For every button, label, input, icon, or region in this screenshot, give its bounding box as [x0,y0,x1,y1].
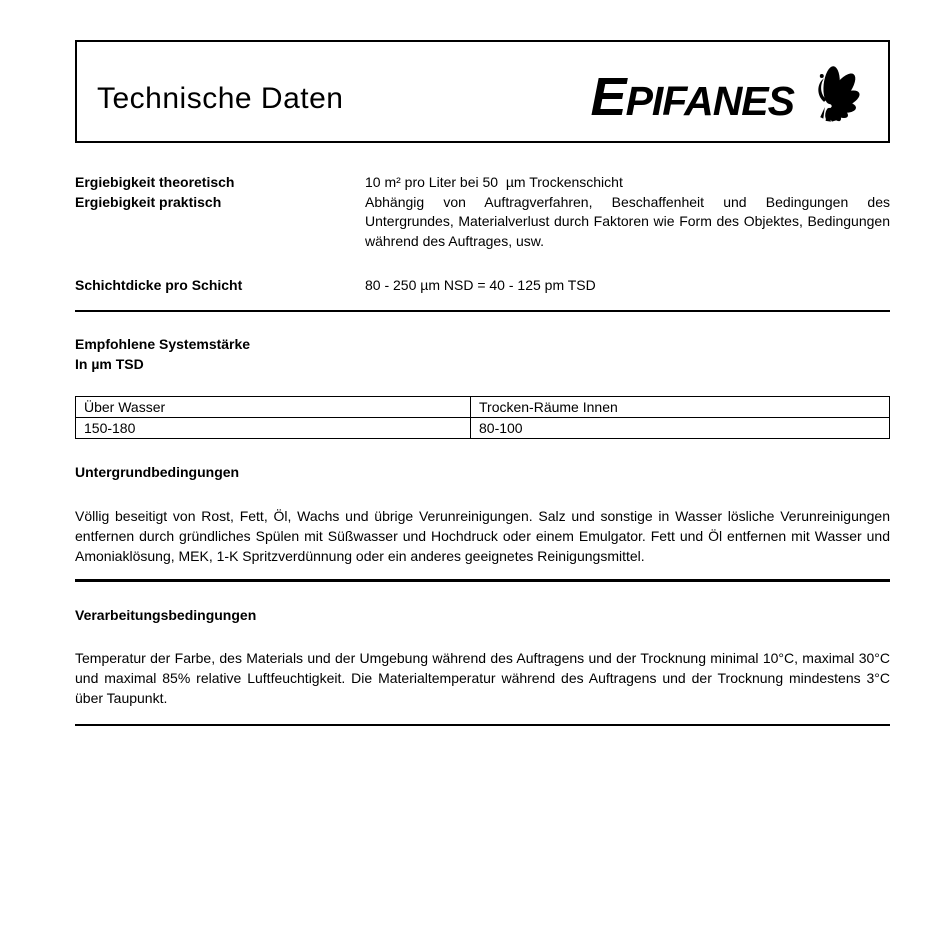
spec-label: Ergiebigkeit theoretisch [75,174,235,190]
system-thickness-table [75,396,890,439]
document-header [75,40,890,143]
spec-label: Ergiebigkeit praktisch [75,193,222,210]
document-page [0,40,940,930]
spec-row-schichtdicke [75,276,890,296]
brand-wordmark [590,66,794,127]
table-row [76,397,890,418]
divider [75,310,890,313]
table-cell: 150-180 [76,418,471,439]
table-row [76,418,890,439]
system-thickness-heading [75,335,890,374]
table-cell: 80-100 [471,418,890,439]
divider [75,579,890,582]
divider [75,724,890,727]
heading-line: In µm TSD [75,355,144,372]
epifanes-flower-icon [802,57,872,133]
spec-value: Abhängig von Auftragverfahren, Beschaffenheit und Bedingungen des Untergrundes, Materialverlust durch Faktoren wie Form des Objektes, Bedingungen während des Auftrages, usw. [365,193,890,250]
heading-line: Empfohlene Systemstärke [75,336,251,353]
spec-value: 80 - 250 µm NSD = 40 - 125 pm TSD [365,276,596,293]
section-body: Völlig beseitigt von Rost, Fett, Öl, Wachs und übrige Verunreinigungen. Salz und sonstige in Wasser lösliche Verunreinigungen entfernen durch gründliches Spülen mit Süßwasser und Hochdruck oder einem Emulgator. Fett und Öl entfernen mit Wasser und Amoniaklösung, MEK, 1-K Spritzverdünnung oder ein anderes geeignetes Reinigungsmittel. [75,508,890,564]
brand-rest: PIFANES [625,77,794,124]
document-content [75,40,890,726]
section-body: Temperatur der Farbe, des Materials und der Umgebung während des Auftragens und der Trocknung minimal 10°C, maximal 30°C und maximal 85% relative Luftfeuchtigkeit. Die Materialtemperatur während des Auftragens und der Trocknung mindestens 3°C über Taupunkt. [75,650,890,706]
spec-value: 10 m² pro Liter bei 50 µm Trockenschicht [365,174,623,190]
brand-initial: E [590,66,626,127]
epifanes-logo [591,61,872,133]
table-header-cell: Über Wasser [76,397,471,418]
spec-row-ergiebigkeit-praktisch [75,193,890,252]
section-heading-verarbeitungsbedingungen: Verarbeitungsbedingungen [75,606,257,623]
table-header-cell: Trocken-Räume Innen [471,397,890,418]
section-heading-untergrundbedingungen: Untergrundbedingungen [75,464,240,481]
page-title: Technische Daten [97,81,344,115]
spec-list [75,173,890,296]
spacer [75,252,890,276]
spec-label: Schichtdicke pro Schicht [75,276,243,293]
spec-row-ergiebigkeit-theoretisch [75,173,890,193]
